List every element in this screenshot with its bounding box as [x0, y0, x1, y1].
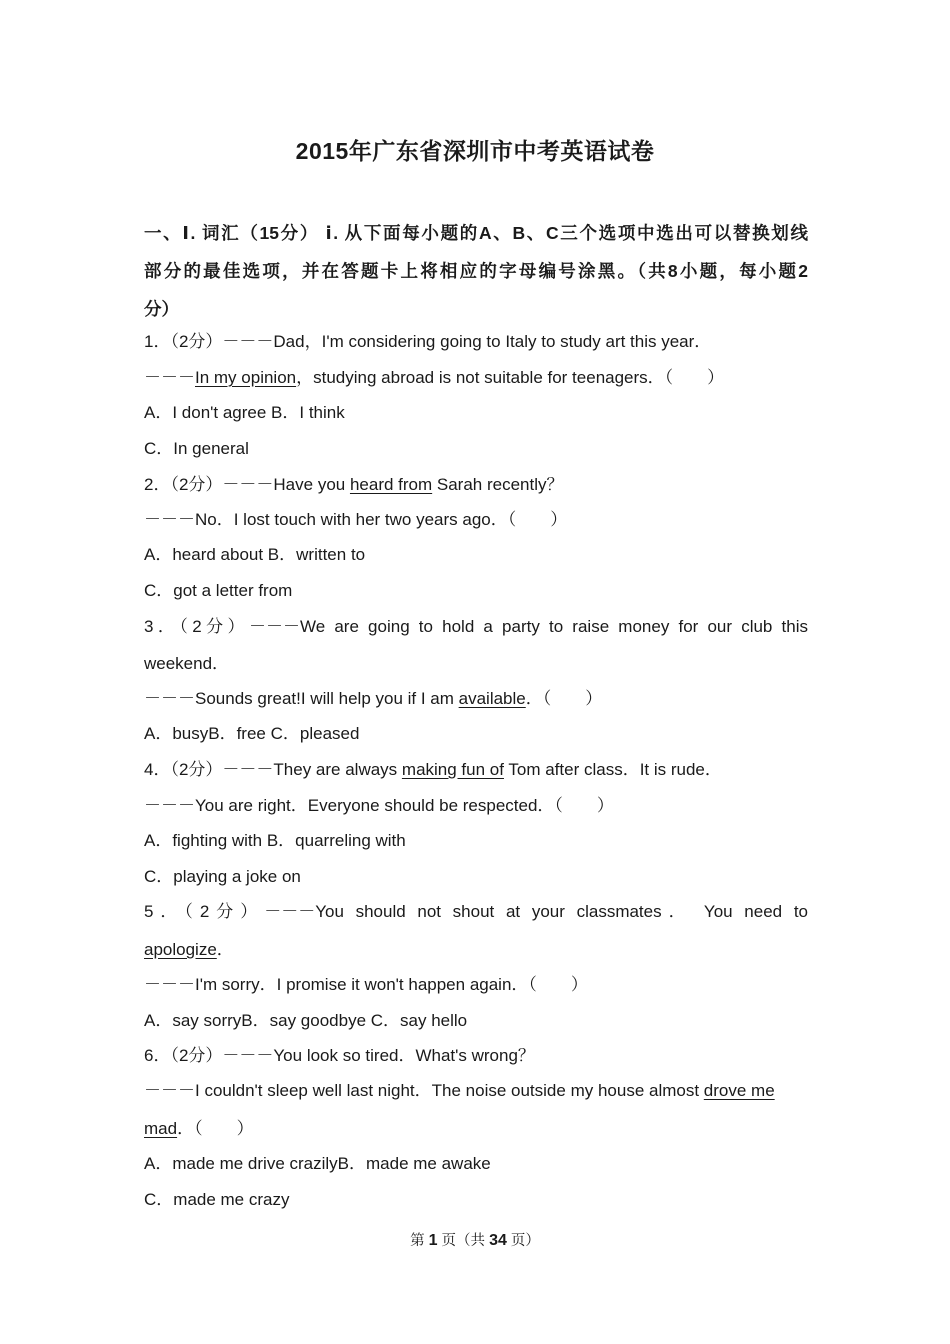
question-4-prompt — [144, 759, 808, 781]
response-start: －－－Sounds great!I will help you if I am — [144, 689, 459, 708]
question-4-options-ab: A．fighting with B．quarreling with — [144, 831, 406, 850]
question-2-option-c: C．got a letter from — [144, 581, 293, 600]
question-1-options-ab: A．I don't agree B．I think — [144, 403, 345, 422]
response-dashes: －－－ — [144, 368, 195, 387]
total-pages: 34 — [489, 1232, 507, 1249]
question-6-option-c: C．made me crazy — [144, 1190, 290, 1209]
question-6-response-line-2 — [144, 1118, 808, 1140]
question-4-option-c: C．playing a joke on — [144, 867, 301, 886]
question-6-prompt: 6．（2分）－－－You look so tired．What's wrong？ — [144, 1046, 535, 1065]
question-3-options: A．busyB．free C．pleased — [144, 724, 360, 743]
question-5-options: A．say sorryB．say goodbye C．say hello — [144, 1011, 468, 1030]
underlined-word: available — [458, 689, 526, 708]
question-1-prompt: 1．（2分）－－－Dad，I'm considering going to Italy to study art this year． — [144, 332, 712, 351]
prompt-start: 2．（2分）－－－Have you — [144, 475, 350, 494]
question-4-response: －－－You are right．Everyone should be respected．（ ） — [144, 796, 614, 815]
prompt-end: Sarah recently？ — [432, 475, 564, 494]
page-title: 2015年广东省深圳市中考英语试卷 — [295, 138, 655, 164]
prompt-start: 4．（2分）－－－They are always — [144, 760, 402, 779]
question-1-response — [144, 367, 808, 389]
section-heading-line-3: 分） — [144, 299, 179, 319]
section-heading-line-1: 一、Ⅰ. 词汇（15分） ⅰ. 从下面每小题的A、B、C三个选项中选出可以替换划线 — [144, 223, 808, 243]
footer-suffix: 页） — [510, 1233, 540, 1249]
footer-prefix: 第 — [410, 1233, 425, 1249]
prompt-end: ． — [216, 940, 234, 959]
underlined-phrase: heard from — [349, 475, 433, 494]
question-3-response — [144, 688, 808, 710]
response-end: ．（ ） — [177, 1119, 254, 1138]
response-start: －－－I couldn't sleep well last night．The noise outside my house almost — [144, 1081, 704, 1100]
question-3-prompt-line-2: weekend． — [144, 654, 230, 673]
question-6-response-line-1 — [144, 1080, 808, 1102]
question-2-response: －－－No．I lost touch with her two years ago．（ ） — [144, 510, 568, 529]
page-footer — [0, 1229, 950, 1250]
question-5-prompt-line-2 — [144, 939, 808, 961]
question-6-options-ab: A．made me drive crazilyB．made me awake — [144, 1154, 491, 1173]
current-page-number: 1 — [428, 1232, 438, 1249]
underlined-phrase: making fun of — [401, 760, 504, 779]
question-2-options-ab: A．heard about B．written to — [144, 545, 366, 564]
response-rest: ，studying abroad is not suitable for teenagers．（ ） — [296, 368, 725, 387]
question-5-prompt-line-1: 5．（2分）－－－You should not shout at your classmates． You need to — [144, 902, 808, 921]
section-heading — [144, 214, 808, 328]
underlined-word: mad — [144, 1119, 178, 1138]
question-3-prompt-line-1: 3．（2分）－－－We are going to hold a party to raise money for our club this — [144, 617, 808, 636]
footer-middle: 页（共 — [441, 1233, 486, 1249]
underlined-word: apologize — [144, 940, 217, 959]
question-1-option-c: C．In general — [144, 439, 249, 458]
question-2-prompt — [144, 474, 808, 496]
prompt-end: Tom after class．It is rude． — [503, 760, 722, 779]
underlined-phrase: In my opinion — [195, 368, 297, 387]
section-heading-line-2: 部分的最佳选项，并在答题卡上将相应的字母编号涂黑。（共8小题，每小题2 — [144, 261, 808, 281]
question-5-response: －－－I'm sorry．I promise it won't happen again．（ ） — [144, 975, 588, 994]
response-end: ．（ ） — [525, 689, 603, 708]
underlined-phrase: drove me — [703, 1081, 775, 1100]
